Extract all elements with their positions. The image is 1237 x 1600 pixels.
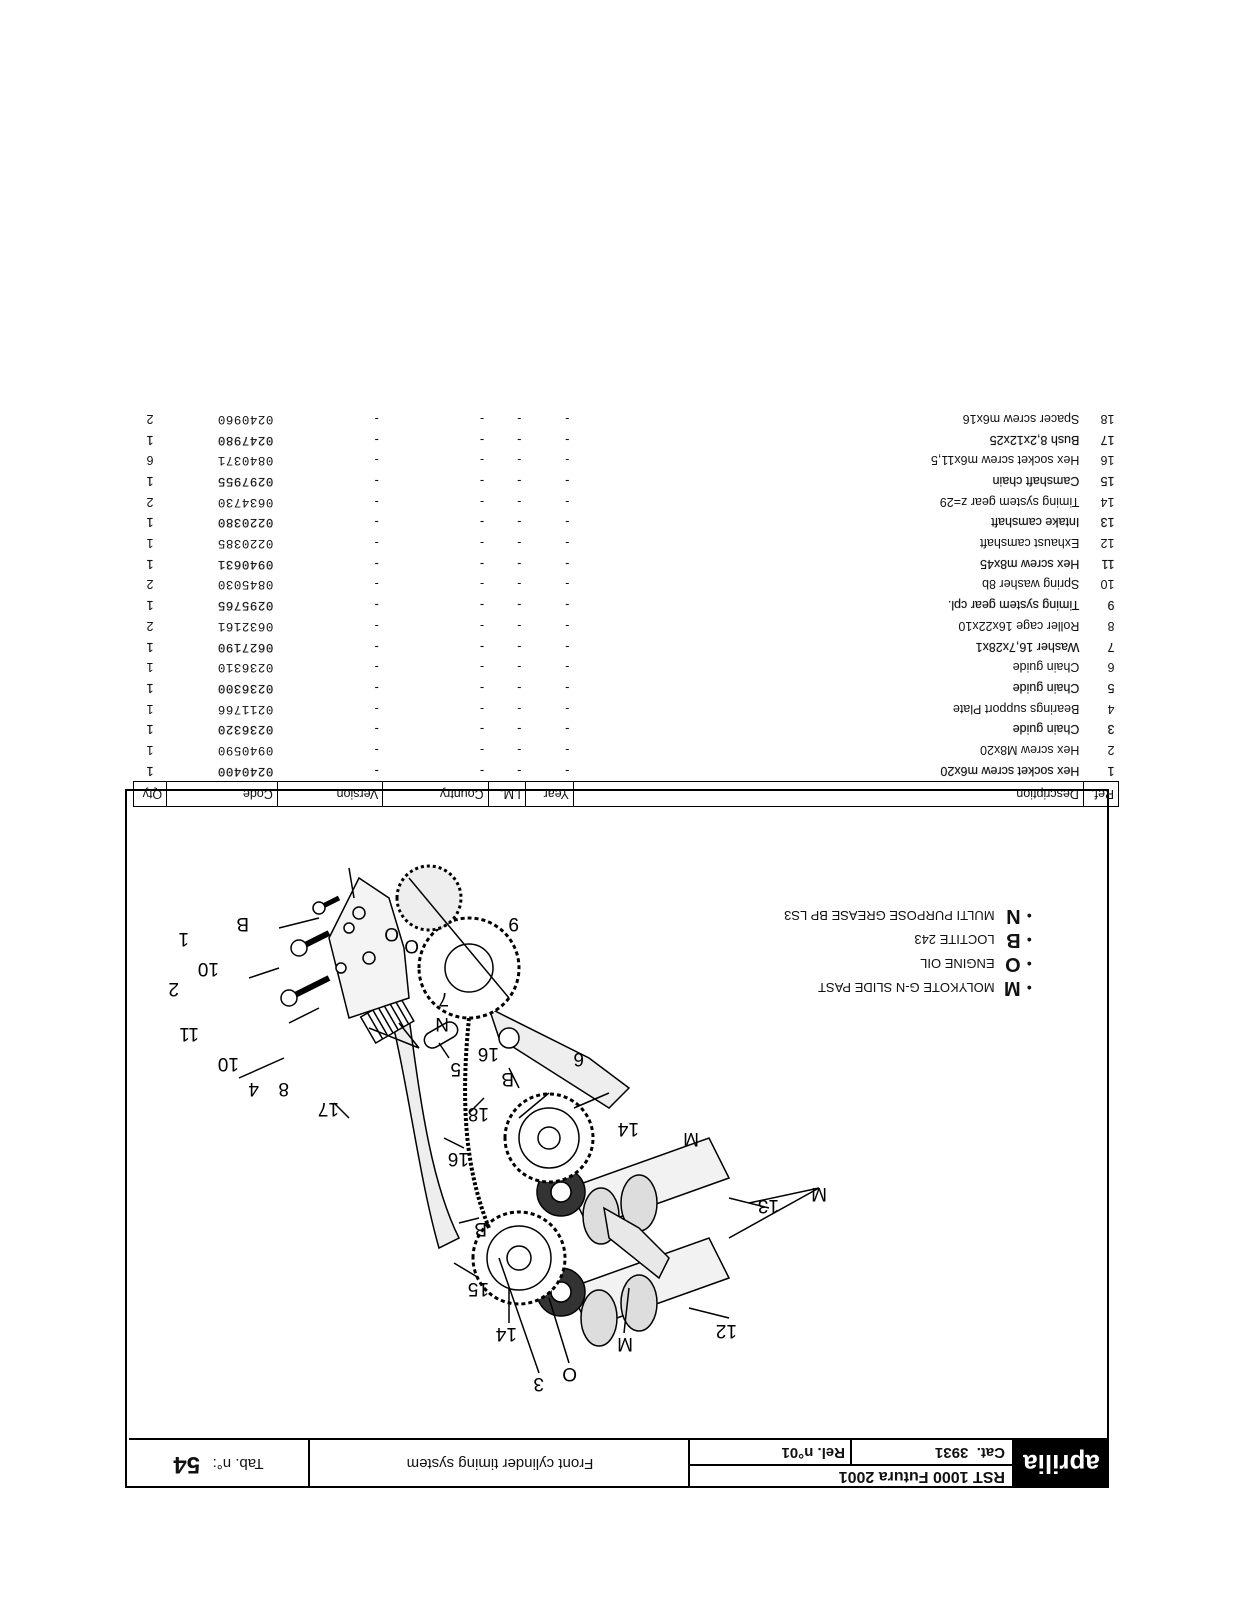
cell-im: -	[517, 742, 522, 757]
cell-im: -	[517, 660, 522, 675]
hex-socket-screw-1-drawing	[313, 898, 339, 914]
cell-qty: 1	[146, 722, 154, 737]
model-name: RST 1000 Futura 2001	[838, 1468, 1005, 1485]
cell-country: -	[479, 618, 485, 633]
cell-code: 0940590	[217, 742, 274, 757]
cell-code: 0236300	[217, 680, 274, 695]
cell-description: Washer 16,7x28x1	[975, 639, 1080, 654]
cell-qty: 1	[146, 680, 154, 695]
cell-ref: 18	[1100, 411, 1115, 426]
cell-ref: 5	[1107, 680, 1115, 695]
cell-description: Hex socket screw m6x20	[940, 763, 1080, 778]
cell-ref: 17	[1100, 432, 1115, 447]
cell-im: -	[517, 474, 522, 489]
cat-number: Cat. 3931	[934, 1444, 1005, 1462]
cell-code: 0247980	[217, 432, 274, 447]
legend-dot: ●	[1026, 959, 1032, 969]
diagram-label-3: 3	[533, 1373, 544, 1394]
cell-country: -	[479, 411, 485, 426]
table-row	[134, 740, 1119, 761]
diagram-label-17: 17	[317, 1098, 339, 1119]
cell-country: -	[479, 577, 485, 592]
cell-description: Chain guide	[1012, 660, 1080, 675]
table-row	[134, 574, 1119, 595]
cell-version: -	[374, 494, 379, 509]
cell-country: -	[479, 763, 485, 778]
cell-qty: 2	[146, 577, 154, 592]
cell-im: -	[517, 556, 522, 571]
table-row	[134, 719, 1119, 740]
table-row	[134, 471, 1119, 492]
cell-im: -	[517, 763, 522, 778]
diagram-label-o2: O	[404, 935, 419, 956]
rel-number: Rel. n°01	[781, 1444, 845, 1462]
lubricant-legend	[784, 904, 1032, 1000]
cell-description: Exhaust camshaft	[980, 536, 1080, 551]
cell-qty: 1	[146, 763, 154, 778]
diagram-label-m2: M	[617, 1333, 633, 1354]
cell-description: Timing system gear cpl.	[947, 598, 1080, 613]
cell-code: 0632161	[217, 618, 274, 633]
col-code: Code	[167, 782, 278, 807]
cell-ref: 7	[1107, 639, 1115, 654]
cell-country: -	[479, 722, 485, 737]
cell-ref: 16	[1100, 453, 1115, 468]
cell-qty: 1	[146, 432, 154, 447]
cell-ref: 2	[1107, 742, 1115, 757]
cell-ref: 13	[1100, 515, 1115, 530]
diagram-label-m3: M	[683, 1128, 699, 1149]
diagram-label-b2: B	[501, 1068, 514, 1089]
cell-year: -	[565, 411, 570, 426]
cell-description: Timing system gear z=29	[939, 494, 1080, 509]
cell-description: Bush 8,2x12x25	[989, 432, 1080, 447]
table-row	[134, 491, 1119, 512]
cell-version: -	[374, 515, 379, 530]
cell-qty: 1	[146, 515, 154, 530]
cell-version: -	[374, 536, 379, 551]
cell-version: -	[374, 598, 379, 613]
cell-code: 0236320	[217, 722, 274, 737]
cell-version: -	[374, 618, 379, 633]
cell-im: -	[517, 494, 522, 509]
diagram-label-16a: 16	[447, 1148, 469, 1169]
cell-description: Roller cage 16x22x10	[958, 618, 1080, 633]
table-row	[134, 409, 1119, 430]
legend-dot: ●	[1026, 983, 1032, 993]
legend-text: MOLYKOTE G-N SLIDE PAST	[818, 980, 995, 996]
table-row	[134, 616, 1119, 637]
cell-code: 0627190	[217, 639, 274, 654]
cell-country: -	[479, 680, 485, 695]
cell-year: -	[565, 763, 570, 778]
table-row	[134, 678, 1119, 699]
cell-im: -	[517, 536, 522, 551]
col-description: Description	[573, 782, 1083, 807]
cell-version: -	[374, 411, 379, 426]
legend-symbol: O	[1005, 953, 1021, 976]
cell-ref: 1	[1107, 763, 1115, 778]
table-row	[134, 760, 1119, 781]
table-row	[134, 595, 1119, 616]
col-version: Version	[277, 782, 382, 807]
diagram-label-8: 8	[278, 1078, 289, 1099]
legend-row-b	[784, 928, 1032, 952]
cell-year: -	[565, 618, 570, 633]
cell-version: -	[374, 701, 379, 716]
hex-screw-11-drawing	[281, 978, 329, 1006]
cell-code: 0240960	[217, 411, 274, 426]
cell-im: -	[517, 701, 522, 716]
diagram-label-5: 5	[450, 1058, 461, 1079]
diagram-label-14b: 14	[617, 1118, 639, 1139]
cell-code: 0220380	[217, 515, 274, 530]
cell-qty: 1	[146, 536, 154, 551]
cell-country: -	[479, 474, 485, 489]
cell-im: -	[517, 577, 522, 592]
page-title: Front cylinder timing system	[406, 1455, 594, 1473]
aprilia-logo	[1014, 1440, 1109, 1488]
table-row	[134, 553, 1119, 574]
cell-year: -	[565, 722, 570, 737]
cell-year: -	[565, 474, 570, 489]
cell-description: Spring washer 8b	[982, 577, 1080, 592]
cell-year: -	[565, 660, 570, 675]
cell-country: -	[479, 742, 485, 757]
cell-im: -	[517, 515, 522, 530]
title-block-cat-divider	[851, 1440, 853, 1466]
diagram-label-15: 15	[467, 1278, 489, 1299]
table-row	[134, 450, 1119, 471]
cell-year: -	[565, 639, 570, 654]
legend-symbol: B	[1006, 929, 1021, 952]
cell-ref: 10	[1100, 577, 1115, 592]
cell-code: 0211766	[217, 701, 274, 716]
parts-table-header	[134, 782, 1119, 807]
cell-version: -	[374, 680, 379, 695]
cell-country: -	[479, 453, 485, 468]
cell-code: 0240400	[217, 763, 274, 778]
diagram-label-16b: 16	[477, 1043, 499, 1064]
cell-qty: 2	[146, 618, 154, 633]
diagram-label-12: 12	[715, 1320, 737, 1341]
cell-code: 0940631	[217, 556, 274, 571]
cell-version: -	[374, 432, 379, 447]
cell-qty: 6	[146, 453, 154, 468]
cell-description: Spacer screw m6x16	[962, 411, 1080, 426]
diagram-label-b1: B	[474, 1218, 487, 1239]
cell-code: 0845030	[217, 577, 274, 592]
cell-qty: 1	[146, 701, 154, 716]
legend-symbol: M	[1003, 977, 1021, 1000]
brand-text: aprilia	[1023, 1449, 1100, 1480]
legend-dot: ●	[1026, 911, 1032, 921]
cell-code: 0297955	[217, 474, 274, 489]
cell-ref: 9	[1107, 598, 1115, 613]
table-row	[134, 512, 1119, 533]
diagram-label-10a: 10	[217, 1053, 239, 1074]
cell-country: -	[479, 494, 485, 509]
legend-text: LOCTITE 243	[914, 932, 995, 948]
diagram-label-1: 1	[178, 928, 189, 949]
diagram-label-13: 13	[757, 1195, 779, 1216]
cell-year: -	[565, 494, 570, 509]
legend-text: ENGINE OIL	[920, 956, 995, 972]
cell-country: -	[479, 556, 485, 571]
cell-code: 0220385	[217, 536, 274, 551]
diagram-label-6: 6	[573, 1048, 584, 1069]
col-country: Country	[383, 782, 488, 807]
cell-country: -	[479, 598, 485, 613]
cell-qty: 1	[146, 474, 154, 489]
cell-country: -	[479, 536, 485, 551]
table-row	[134, 657, 1119, 678]
cell-version: -	[374, 556, 379, 571]
cell-description: Hex screw M8x20	[980, 742, 1080, 757]
cell-version: -	[374, 453, 379, 468]
legend-dot: ●	[1026, 935, 1032, 945]
cell-ref: 14	[1100, 494, 1115, 509]
cell-im: -	[517, 598, 522, 613]
cell-year: -	[565, 453, 570, 468]
cell-version: -	[374, 660, 379, 675]
exploded-parts-diagram	[129, 795, 1109, 1438]
cell-year: -	[565, 515, 570, 530]
cell-country: -	[479, 660, 485, 675]
table-row	[134, 533, 1119, 554]
cell-ref: 15	[1100, 474, 1115, 489]
diagram-label-18: 18	[467, 1103, 489, 1124]
cell-code: 0840371	[217, 453, 274, 468]
legend-symbol: N	[1006, 905, 1021, 928]
cell-ref: 4	[1107, 701, 1115, 716]
timing-gear-14-upper	[505, 1094, 593, 1182]
diagram-label-7: 7	[438, 988, 449, 1009]
diagram-label-4: 4	[248, 1078, 259, 1099]
cell-description: Chain guide	[1012, 680, 1080, 695]
cell-description: Bearings support Plate	[952, 701, 1080, 716]
cell-version: -	[374, 639, 379, 654]
cell-qty: 1	[146, 598, 154, 613]
legend-row-m	[784, 976, 1032, 1000]
cell-year: -	[565, 701, 570, 716]
cell-ref: 3	[1107, 722, 1115, 737]
cell-im: -	[517, 680, 522, 695]
cell-year: -	[565, 742, 570, 757]
cell-description: Hex socket screw m6x11,5	[930, 453, 1080, 468]
cell-qty: 2	[146, 411, 154, 426]
cell-im: -	[517, 411, 522, 426]
col-im: I.M.	[488, 782, 525, 807]
cell-qty: 1	[146, 556, 154, 571]
cell-country: -	[479, 639, 485, 654]
cell-description: Intake camshaft	[991, 515, 1080, 530]
diagram-label-b3: B	[236, 913, 249, 934]
cell-ref: 8	[1107, 618, 1115, 633]
cell-im: -	[517, 453, 522, 468]
cell-country: -	[479, 701, 485, 716]
cell-ref: 11	[1101, 556, 1115, 571]
cell-version: -	[374, 474, 379, 489]
cell-description: Hex screw m8x45	[980, 556, 1080, 571]
cell-im: -	[517, 618, 522, 633]
cell-description: Chain guide	[1012, 722, 1080, 737]
diagram-label-n: N	[435, 1013, 449, 1034]
legend-row-n	[784, 904, 1032, 928]
parts-table	[133, 409, 1119, 807]
cell-qty: 1	[146, 639, 154, 654]
diagram-label-m1: M	[811, 1183, 827, 1204]
washer-7-drawing	[499, 1028, 519, 1048]
cell-year: -	[565, 577, 570, 592]
cell-year: -	[565, 536, 570, 551]
col-year: Year	[525, 782, 573, 807]
cell-code: 0295765	[217, 598, 274, 613]
diagram-label-9: 9	[508, 913, 519, 934]
hex-screw-2-drawing	[291, 933, 329, 956]
cell-country: -	[479, 432, 485, 447]
cell-version: -	[374, 742, 379, 757]
spring-washer-10b	[344, 923, 354, 933]
cell-qty: 1	[146, 742, 154, 757]
cell-version: -	[374, 577, 379, 592]
cell-code: 0634730	[217, 494, 274, 509]
diagram-label-10b: 10	[197, 958, 219, 979]
diagram-label-2: 2	[168, 978, 179, 999]
cell-qty: 2	[146, 494, 154, 509]
cell-ref: 12	[1100, 536, 1115, 551]
chain-guide-5-drawing	[389, 1008, 459, 1248]
cell-ref: 6	[1107, 660, 1115, 675]
cell-year: -	[565, 598, 570, 613]
table-row	[134, 429, 1119, 450]
cell-version: -	[374, 722, 379, 737]
table-row	[134, 636, 1119, 657]
legend-row-o	[784, 952, 1032, 976]
cell-im: -	[517, 432, 522, 447]
diagram-label-o1: O	[562, 1363, 577, 1384]
cell-im: -	[517, 639, 522, 654]
cell-year: -	[565, 680, 570, 695]
spring-washer-10a	[336, 963, 346, 973]
diagram-label-14a: 14	[495, 1323, 517, 1344]
cell-qty: 1	[146, 660, 154, 675]
diagram-label-11: 11	[179, 1023, 199, 1044]
cell-year: -	[565, 432, 570, 447]
cell-im: -	[517, 722, 522, 737]
cell-code: 0236310	[217, 660, 274, 675]
tab-number: Tab. n°: 54	[173, 1451, 264, 1478]
table-row	[134, 698, 1119, 719]
legend-text: MULTI PURPOSE GREASE BP LS3	[784, 908, 995, 924]
cell-country: -	[479, 515, 485, 530]
cell-description: Camshaft chain	[992, 474, 1080, 489]
cell-year: -	[565, 556, 570, 571]
diagram-label-o3: O	[384, 923, 399, 944]
cell-version: -	[374, 763, 379, 778]
col-ref: Ref.	[1083, 782, 1118, 807]
col-qty: Qty	[134, 782, 167, 807]
